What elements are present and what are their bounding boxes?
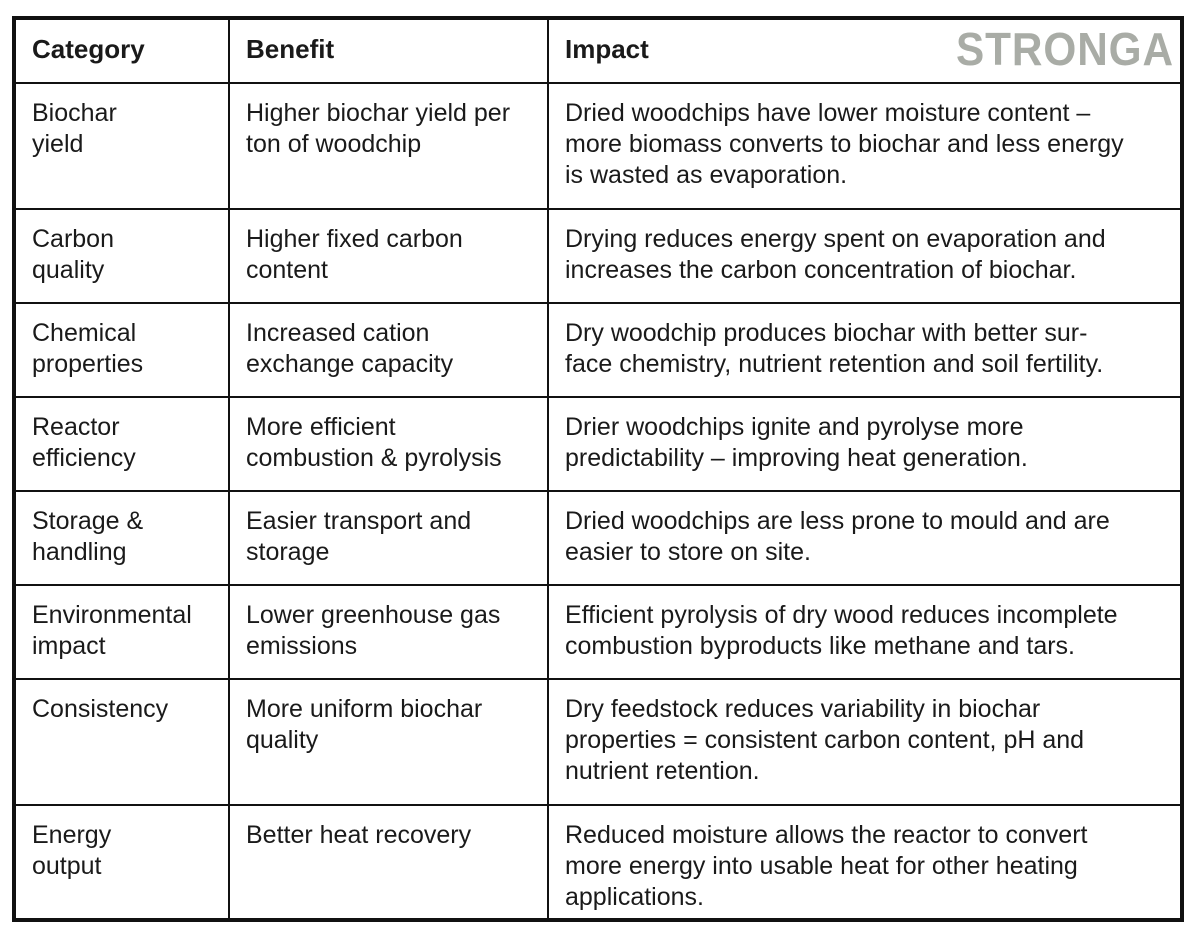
category-cell <box>16 83 229 209</box>
benefit-text: Higher fixed carbon content <box>246 225 463 284</box>
category-cell <box>16 209 229 303</box>
impact-cell <box>548 679 1180 805</box>
header-category: Category <box>16 20 229 83</box>
category-text: Storage & handling <box>32 507 144 566</box>
impact-text: Drier woodchips ignite and pyrolyse more predictability – improving heat generation. <box>565 413 1028 472</box>
category-cell <box>16 585 229 679</box>
table-row <box>16 303 1180 397</box>
benefit-cell <box>229 397 548 491</box>
table-row <box>16 397 1180 491</box>
table-header-row <box>16 20 1180 83</box>
stronga-logo: STRONGA <box>955 23 1174 75</box>
benefits-table <box>16 20 1180 921</box>
category-cell <box>16 679 229 805</box>
benefit-cell <box>229 805 548 921</box>
table-body <box>16 83 1180 921</box>
category-cell <box>16 397 229 491</box>
benefit-text: Lower greenhouse gas emissions <box>246 601 501 660</box>
impact-cell <box>548 83 1180 209</box>
impact-text: Reduced moisture allows the reactor to convert more energy into usable heat for other heating applications. <box>565 821 1088 911</box>
category-text: Chemical properties <box>32 319 144 378</box>
category-text: Environmental impact <box>32 601 192 660</box>
benefit-cell <box>229 491 548 585</box>
table-row <box>16 679 1180 805</box>
category-text: Biochar yield <box>32 99 117 158</box>
table-row <box>16 805 1180 921</box>
benefit-cell <box>229 303 548 397</box>
category-text: Reactor efficiency <box>32 413 136 472</box>
benefit-text: More uniform biochar quality <box>246 695 483 754</box>
benefits-table-frame <box>12 16 1184 922</box>
table-row <box>16 585 1180 679</box>
category-cell <box>16 303 229 397</box>
impact-cell <box>548 805 1180 921</box>
benefit-cell <box>229 209 548 303</box>
category-text: Carbon quality <box>32 225 114 284</box>
impact-text: Dried woodchips have lower moisture content – more biomass converts to biochar and less energy is wasted as evaporation. <box>565 99 1124 189</box>
header-impact <box>548 20 1180 83</box>
impact-cell <box>548 585 1180 679</box>
table-row <box>16 209 1180 303</box>
impact-text: Dry feedstock reduces variability in biochar properties = consistent carbon content, pH and nutrient retention. <box>565 695 1085 785</box>
table-row <box>16 83 1180 209</box>
category-text: Energy output <box>32 821 112 880</box>
benefit-text: Higher biochar yield per ton of woodchip <box>246 99 511 158</box>
impact-cell <box>548 209 1180 303</box>
benefit-text: More efficient combustion & pyrolysis <box>246 413 502 472</box>
benefit-text: Increased cation exchange capacity <box>246 319 454 378</box>
benefit-cell <box>229 679 548 805</box>
impact-text: Dried woodchips are less prone to mould and are easier to store on site. <box>565 507 1110 566</box>
impact-cell <box>548 397 1180 491</box>
category-cell <box>16 805 229 921</box>
impact-text: Dry woodchip produces biochar with better sur- face chemistry, nutrient retention and soil fertility. <box>565 319 1104 378</box>
category-text: Consistency <box>32 695 169 723</box>
table-row <box>16 491 1180 585</box>
category-cell <box>16 491 229 585</box>
benefit-cell <box>229 83 548 209</box>
benefit-cell <box>229 585 548 679</box>
impact-cell <box>548 491 1180 585</box>
benefit-text: Easier transport and storage <box>246 507 472 566</box>
impact-text: Efficient pyrolysis of dry wood reduces incomplete combustion byproducts like methane and tars. <box>565 601 1118 660</box>
header-impact-label: Impact <box>565 34 649 64</box>
header-benefit: Benefit <box>229 20 548 83</box>
impact-cell <box>548 303 1180 397</box>
benefit-text: Better heat recovery <box>246 821 472 849</box>
impact-text: Drying reduces energy spent on evaporation and increases the carbon concentration of biochar. <box>565 225 1106 284</box>
